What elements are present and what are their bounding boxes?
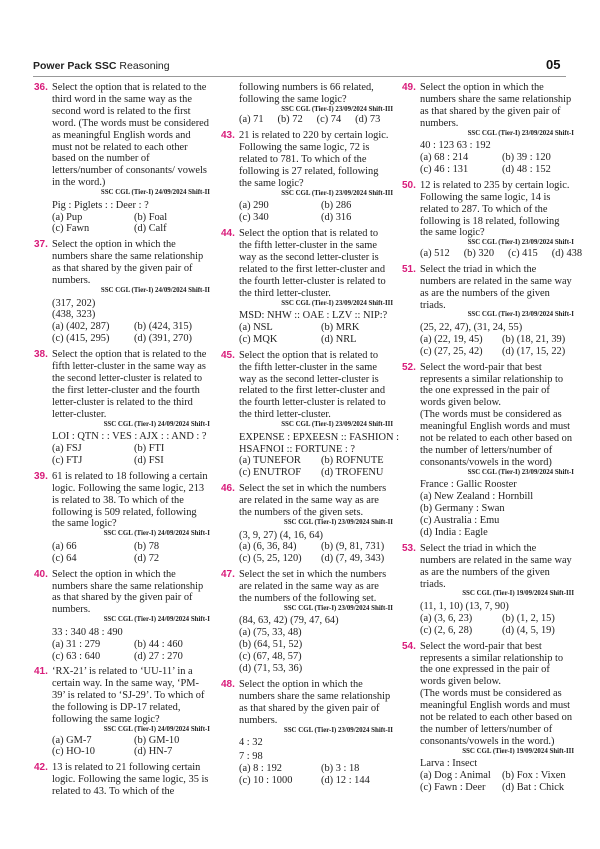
question-source: SSC CGL (Tier-I) 23/09/2024 Shift-III xyxy=(281,189,393,197)
header-subject: Reasoning xyxy=(119,60,170,72)
option-c[interactable]: (c) (2, 6, 28) xyxy=(420,624,473,636)
option-b[interactable]: (b) 3 : 18 xyxy=(321,762,360,774)
question-52 xyxy=(402,362,574,539)
option-b[interactable]: (b) (424, 315) xyxy=(134,321,193,333)
question-source: SSC CGL (Tier-I) 23/09/2024 Shift-II xyxy=(283,604,393,612)
question-source: SSC CGL (Tier-I) 23/09/2024 Shift-I xyxy=(467,468,574,476)
option-b[interactable]: (b) (1, 2, 15) xyxy=(502,612,555,624)
option-d[interactable]: (d) 48 : 152 xyxy=(502,163,551,175)
question-source: SSC CGL (Tier-I) 24/09/2024 Shift-I xyxy=(103,616,210,624)
question-source: SSC CGL (Tier-I) 24/09/2024 Shift-I xyxy=(103,420,210,428)
option-d[interactable]: (d) FSI xyxy=(134,454,164,466)
option-b[interactable]: (b) GM-10 xyxy=(134,734,180,746)
options xyxy=(34,321,210,345)
option-d[interactable]: (d) 12 : 144 xyxy=(321,774,370,786)
option-a[interactable]: (a) 68 : 214 xyxy=(420,152,469,164)
option-d[interactable]: (d) (17, 15, 22) xyxy=(502,345,566,357)
question-prompt: France : Gallic Rooster xyxy=(420,479,517,491)
options xyxy=(221,114,393,126)
question-prompt: MSD: NHW :: OAE : LZV :: NIP:? xyxy=(239,310,388,321)
option-c[interactable]: (c) 415 xyxy=(508,247,538,259)
option-c[interactable]: (c) Fawn xyxy=(52,223,90,235)
question-number: 37. xyxy=(34,239,48,251)
options xyxy=(402,770,574,794)
option-d[interactable]: (d) India : Eagle xyxy=(420,526,488,538)
question-48 xyxy=(221,679,393,787)
question-37 xyxy=(34,239,210,345)
question-source: SSC CGL (Tier-I) 23/09/2024 Shift-I xyxy=(467,129,574,137)
question-prompt: (3, 9, 27) (4, 16, 64) xyxy=(239,529,323,541)
question-source: SSC CGL (Tier-I) 23/09/2024 Shift-I xyxy=(467,239,574,247)
column-left xyxy=(34,82,210,798)
options xyxy=(34,639,210,663)
question-text: 61 is related to 18 following a certain logic. Following the same logic, 213 is related to 38. To which of the following is 509 related, following the same logic? xyxy=(52,470,208,530)
option-b[interactable]: (b) MRK xyxy=(321,321,360,333)
question-text: Select the triad in which the numbers are related in the same way as are the numbers of the given triads. xyxy=(420,263,572,311)
question-prompt: Larva : Insect xyxy=(420,758,478,770)
option-d[interactable]: (d) (7, 49, 343) xyxy=(321,553,385,565)
question-prompt: 33 : 340 48 : 490 xyxy=(52,626,123,638)
question-prompt-line: (438, 323) xyxy=(52,309,96,321)
question-number: 52. xyxy=(402,361,416,373)
header-divider xyxy=(33,76,566,77)
question-number: 39. xyxy=(34,470,48,482)
option-c[interactable]: (c) (415, 295) xyxy=(52,333,110,345)
option-a[interactable]: (a) GM-7 xyxy=(52,734,92,746)
option-a[interactable]: (a) Pup xyxy=(52,211,83,223)
question-prompt-line: EXPENSE : EPXEESN :: FASHION : xyxy=(239,431,400,443)
question-source: SSC CGL (Tier-I) 23/09/2024 Shift-II xyxy=(283,726,393,734)
question-prompt: (25, 22, 47), (31, 24, 55) xyxy=(420,321,523,333)
question-text: Select the option in which the numbers share the same relationship as that shared by the given pair of numbers. xyxy=(420,82,572,129)
option-b[interactable]: (b) 72 xyxy=(277,114,303,126)
options xyxy=(221,200,393,224)
question-prompt: (84, 63, 42) (79, 47, 64) xyxy=(239,615,339,627)
option-b[interactable]: (b) (9, 81, 731) xyxy=(321,541,385,553)
question-text: 12 is related to 235 by certain logic. Following the same logic, 14 is related to 287. To which of the following is 18 related, following the same logic? xyxy=(420,179,570,239)
options xyxy=(402,334,574,358)
option-c[interactable]: (c) ENUTROF xyxy=(239,467,302,479)
options xyxy=(221,322,393,346)
option-a[interactable]: (a) (22, 19, 45) xyxy=(420,333,483,345)
option-c[interactable]: (c) 10 : 1000 xyxy=(239,774,293,786)
option-c[interactable]: (c) 64 xyxy=(52,552,77,564)
question-text: following numbers is 66 related, following the same logic? xyxy=(239,82,374,105)
option-d[interactable]: (d) TROFENU xyxy=(321,467,384,479)
option-d[interactable]: (d) Calf xyxy=(134,223,167,235)
question-text: Select the option that is related to the fifth letter-cluster in the same way as the second letter-cluster is related to the first letter-cluster and the fourth letter-cluster is related to the third letter-cluster. xyxy=(239,349,386,421)
option-a[interactable]: (a) 290 xyxy=(239,200,269,212)
question-54 xyxy=(402,641,574,794)
option-c[interactable]: (c) Australia : Emu xyxy=(420,515,500,526)
option-c[interactable]: (c) (5, 25, 120) xyxy=(239,553,302,565)
options xyxy=(34,443,210,467)
question-source: SSC CGL (Tier-I) 24/09/2024 Shift-I xyxy=(103,530,210,538)
question-53 xyxy=(402,543,574,637)
question-text: 21 is related to 220 by certain logic. Following the same logic, 72 is related to 781. To which of the following is 27 related, following the same logic? xyxy=(239,130,389,189)
option-c[interactable]: (c) HO-10 xyxy=(52,746,95,758)
option-a[interactable]: (a) TUNEFOR xyxy=(239,455,301,467)
question-text: Select the option in which the numbers share the same relationship as that shared by the given pair of numbers. xyxy=(52,239,204,287)
options xyxy=(221,541,393,565)
option-b[interactable]: (b) Fox : Vixen xyxy=(502,770,566,782)
question-note: (The words must be considered as meaningful English words and must not be related to each other based on the number of letters/number of consonants/vowels in the word.) xyxy=(420,688,573,747)
option-c[interactable]: (c) (27, 25, 42) xyxy=(420,345,483,357)
option-a[interactable]: (a) 8 : 192 xyxy=(239,762,282,774)
question-source: SSC CGL (Tier-I) 24/09/2024 Shift-II xyxy=(100,189,210,197)
option-a[interactable]: (a) NSL xyxy=(239,321,273,333)
question-number: 42. xyxy=(34,762,48,774)
question-text: Select the word-pair that best represents a similar relationship to the one expressed in the pair of words given below. xyxy=(420,640,564,688)
question-number: 43. xyxy=(221,130,235,142)
option-b[interactable]: (b) Foal xyxy=(134,211,168,223)
question-number: 49. xyxy=(402,82,416,93)
options xyxy=(34,735,210,759)
option-d[interactable]: (d) Bat : Chick xyxy=(502,782,565,794)
question-text: ‘RX-21’ is related to ‘UU-11’ in a certain way. In the same way, ‘PM-39’ is related to ‘SJ-29’. To which of the following is DP-17 related, following the same logic? xyxy=(52,666,205,726)
option-d[interactable]: (d) 27 : 270 xyxy=(134,650,183,662)
question-text: Select the option that is related to the fifth letter-cluster in the same way as the second letter-cluster is related to the first letter-cluster and the fourth letter-cluster is related to the third letter-cluster. xyxy=(52,349,207,420)
option-d[interactable]: (d) 316 xyxy=(321,212,352,224)
question-prompt-line: 7 : 98 xyxy=(239,751,263,762)
question-42 xyxy=(34,762,210,798)
question-49 xyxy=(402,82,574,176)
option-d[interactable]: (d) (71, 53, 36) xyxy=(239,663,303,675)
options xyxy=(221,763,393,787)
question-41 xyxy=(34,666,210,758)
question-prompt: Pig : Piglets : : Deer : ? xyxy=(52,199,149,211)
question-prompt: 40 : 123 63 : 192 xyxy=(420,140,491,152)
option-d[interactable]: (d) 438 xyxy=(551,247,583,259)
option-c[interactable]: (c) 46 : 131 xyxy=(420,163,469,175)
option-a[interactable]: (a) (75, 33, 48) xyxy=(239,627,302,639)
question-text: Select the word-pair that best represents a similar relationship to the one expressed in the pair of words given below. xyxy=(420,361,564,409)
question-number: 46. xyxy=(221,483,235,495)
question-51 xyxy=(402,264,574,358)
option-d[interactable]: (d) 72 xyxy=(134,552,160,564)
options xyxy=(402,247,583,260)
column-right xyxy=(402,82,583,794)
question-source: SSC CGL (Tier-I) 23/09/2024 Shift-III xyxy=(281,299,393,307)
option-d[interactable]: (d) (4, 5, 19) xyxy=(502,624,555,636)
option-c[interactable]: (c) 340 xyxy=(239,212,269,224)
option-b[interactable]: (b) FTI xyxy=(134,442,165,454)
question-prompt: LOI : QTN : : VES : AJX : : AND : ? xyxy=(52,431,207,443)
options xyxy=(221,455,393,479)
question-text: Select the option in which the numbers share the same relationship as that shared by the given pair of numbers. xyxy=(52,568,204,616)
question-39 xyxy=(34,471,210,565)
option-b[interactable]: (b) 78 xyxy=(134,540,160,552)
option-d[interactable]: (d) (391, 270) xyxy=(134,333,193,345)
question-number: 44. xyxy=(221,228,235,240)
question-number: 41. xyxy=(34,666,48,678)
question-text: Select the option in which the numbers share the same relationship as that shared by the given pair of numbers. xyxy=(239,678,391,726)
option-c[interactable]: (c) Fawn : Deer xyxy=(420,782,486,794)
option-b[interactable]: (b) ROFNUTE xyxy=(321,455,384,467)
question-42-continued xyxy=(221,82,393,126)
question-50 xyxy=(402,179,583,260)
question-text: 13 is related to 21 following certain logic. Following the same logic, 35 is related to 43. To which of the xyxy=(52,762,209,798)
option-a[interactable]: (a) 31 : 279 xyxy=(52,638,101,650)
header-title xyxy=(33,60,170,72)
question-source: SSC CGL (Tier-I) 23/09/2024 Shift-II xyxy=(283,519,393,526)
question-number: 38. xyxy=(34,349,48,361)
option-c[interactable]: (c) FTJ xyxy=(52,454,83,466)
option-a[interactable]: (a) (402, 287) xyxy=(52,321,110,333)
option-a[interactable]: (a) 512 xyxy=(420,247,450,259)
option-d[interactable]: (d) HN-7 xyxy=(134,746,173,758)
option-c[interactable]: (c) (67, 48, 57) xyxy=(239,651,302,663)
question-45 xyxy=(221,349,400,480)
question-source: SSC CGL (Tier-I) 24/09/2024 Shift-I xyxy=(103,726,210,733)
column-middle xyxy=(221,82,400,787)
question-number: 53. xyxy=(402,542,416,554)
question-prompt-line: 4 : 32 xyxy=(239,737,263,749)
option-a[interactable]: (a) 66 xyxy=(52,540,77,552)
option-b[interactable]: (b) (64, 51, 52) xyxy=(239,639,303,651)
option-d[interactable]: (d) NRL xyxy=(321,333,357,345)
question-number: 47. xyxy=(221,569,235,581)
question-43 xyxy=(221,130,393,224)
question-source: SSC CGL (Tier-I) 24/09/2024 Shift-II xyxy=(100,287,210,294)
option-d[interactable]: (d) 73 xyxy=(355,114,381,126)
options xyxy=(34,212,210,236)
question-text: Select the option that is related to the third word in the same way as the second word is related to the first word. (The words must be considered as meaningful English words and must not be related to each other based on the number of letters/number of consonants/ vowels in the word.) xyxy=(52,82,209,189)
question-36 xyxy=(34,82,210,235)
question-text: Select the option that is related to the fifth letter-cluster in the same way as the second letter-cluster is related to the first letter-cluster and the fourth letter-cluster is related to the third letter-cluster. xyxy=(239,228,386,299)
option-b[interactable]: (b) 39 : 120 xyxy=(502,152,551,164)
question-number: 45. xyxy=(221,349,235,361)
question-prompt-line: HSAFNOI :: FORTUNE : ? xyxy=(239,443,355,455)
option-a[interactable]: (a) 71 xyxy=(239,114,264,126)
options xyxy=(402,613,574,637)
question-40 xyxy=(34,569,210,663)
question-47 xyxy=(221,569,393,675)
question-number: 36. xyxy=(34,82,48,93)
options xyxy=(402,152,574,176)
question-source: SSC CGL (Tier-I) 19/09/2024 Shift-III xyxy=(462,590,574,598)
question-source: SSC CGL (Tier-I) 19/09/2024 Shift-III xyxy=(462,747,574,755)
question-text: Select the set in which the numbers are related in the same way as are the numbers of the following set. xyxy=(239,569,387,605)
question-prompt: (11, 1, 10) (13, 7, 90) xyxy=(420,600,509,612)
option-a[interactable]: (a) (3, 6, 23) xyxy=(420,612,473,624)
question-number: 54. xyxy=(402,640,416,652)
question-number: 48. xyxy=(221,678,235,690)
option-a[interactable]: (a) New Zealand : Hornbill xyxy=(420,491,534,503)
option-c[interactable]: (c) 63 : 640 xyxy=(52,650,101,662)
option-b[interactable]: (b) Germany : Swan xyxy=(420,503,505,515)
question-number: 40. xyxy=(34,568,48,580)
question-46 xyxy=(221,483,393,565)
option-b[interactable]: (b) 286 xyxy=(321,200,352,212)
option-b[interactable]: (b) (18, 21, 39) xyxy=(502,333,566,345)
option-c[interactable]: (c) MQK xyxy=(239,333,278,345)
question-source: SSC CGL (Tier-I) 23/09/2024 Shift-III xyxy=(281,105,393,113)
question-38 xyxy=(34,349,210,467)
option-c[interactable]: (c) 74 xyxy=(316,114,342,126)
options xyxy=(34,541,210,565)
question-text: Select the set in which the numbers are related in the same way as are the numbers of the given sets. xyxy=(239,483,387,519)
option-b[interactable]: (b) 44 : 460 xyxy=(134,638,183,650)
option-b[interactable]: (b) 320 xyxy=(463,247,495,259)
option-a[interactable]: (a) Dog : Animal xyxy=(420,770,491,782)
question-source: SSC CGL (Tier-I) 23/09/2024 Shift-I xyxy=(467,311,574,319)
option-a[interactable]: (a) FSJ xyxy=(52,442,82,454)
question-number: 51. xyxy=(402,263,416,275)
question-source: SSC CGL (Tier-I) 23/09/2024 Shift-III xyxy=(281,421,393,429)
page-header xyxy=(0,0,600,80)
question-text: Select the triad in which the numbers are related in the same way as are the numbers of the given triads. xyxy=(420,542,572,590)
option-a[interactable]: (a) (6, 36, 84) xyxy=(239,541,297,553)
question-note: (The words must be considered as meaningful English words and must not be related to each other based on the number of letters/number of consonants/vowels in the word) xyxy=(420,409,573,468)
question-44 xyxy=(221,228,393,346)
question-number: 50. xyxy=(402,179,416,191)
page-number: 05 xyxy=(546,57,561,72)
header-brand: Power Pack SSC xyxy=(33,60,117,72)
question-prompt-line: (317, 202) xyxy=(52,297,96,309)
